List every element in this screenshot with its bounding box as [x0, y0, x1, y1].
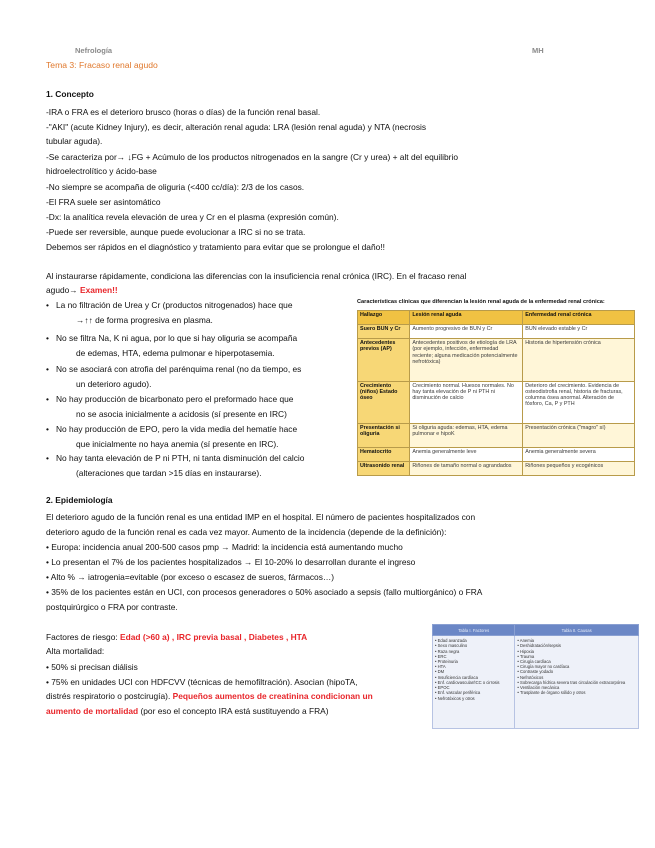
bullet-icon: • [46, 394, 49, 404]
table-header: Tabla I. Factores [433, 625, 515, 636]
epi-line: • Europa: incidencia anual 200-500 casos pmp → Madrid: la incidencia está aumentando mucho [46, 542, 403, 552]
table-row: Suero BUN y Cr Aumento progresivo de BUN y Cr BUN elevado estable y Cr [358, 325, 635, 339]
concept-line: -"AKI" (acute Kidney Injury), es decir, alteración renal aguda: LRA (lesión renal aguda) y NTA (necrosis [46, 122, 427, 132]
epi-line: • Lo presentan el 7% de los pacientes hospitalizados → El 10-20% lo desarrollan durante el ingreso [46, 557, 416, 567]
table2-col2: • Anemia • Deshidratación/sepsis • Hipoxia • Trauma • Cirugía cardíaca • Cirugía mayor no cardíaca • Contraste yodado • Nefrotóxicos • Sobrecarga hídrica severa tras circulación extracorpórea • Ventilación mecánica • Trasplante de órgano sólido y otros [515, 636, 639, 729]
comparison-table [357, 310, 635, 476]
topic-title: Tema 3: Fracaso renal agudo [46, 60, 158, 70]
creatinine-highlight: Pequeños aumentos de creatinina condicionan un [172, 691, 373, 701]
table-header: Lesión renal aguda [410, 311, 523, 325]
table-row: Antecedentes previos (AP) Antecedentes positivos de etiología de LRA (por ejemplo, infección, enfermedad reciente; alguna medicación potencialmente nefrotóxica) Historia de hipertensión crónica [358, 339, 635, 382]
table-row: Crecimiento (niños) Estado óseo Crecimiento normal. Huesos normales. No hay tanta elevación de P ni PTH ni disminución de calcio Deterioro del crecimiento. Evidencia de osteodistrofia renal, historia de fracturas, columna ósea anormal. Alteración de fósforo, Ca, P y PTH [358, 381, 635, 424]
epi-line: postquirúrgico o FRA por contraste. [46, 602, 178, 612]
concept-line: -No siempre se acompaña de oliguria (<400 cc/día): 2/3 de los casos. [46, 182, 305, 192]
intro-line [46, 284, 118, 296]
epi-line: • 35% de los pacientes están en UCI, con procesos generadores o 50% asociado a sepsis (fallo multiorgánico) o FRA [46, 587, 483, 597]
risk-factors: Factores de riesgo: Edad (>60 a) , IRC previa basal , Diabetes , HTA [46, 632, 308, 642]
concept-line: -Se caracteriza por→ ↓FG + Acúmulo de los productos nitrogenados en la sangre (Cr y urea) + alt del equilibrio [46, 152, 458, 162]
bullet-icon: • [46, 364, 49, 374]
epi-line: deterioro agudo de la función renal es cada vez mayor. Aumento de la incidencia (depende de la definición): [46, 527, 447, 537]
bullet-icon: • [46, 333, 49, 343]
table1-caption: Características clínicas que diferencian la lesión renal aguda de la enfermedad renal crónica: [357, 299, 605, 305]
mortality-line: aumento de mortalidad (por eso el concepto IRA está sustituyendo a FRA) [46, 706, 329, 716]
mortality-line: • 75% en unidades UCI con HDFCVV (técnicas de hemofiltración). Asocian (hipoTA, [46, 677, 358, 687]
epi-line: • Alto % → iatrogenia=evitable (por exceso o escasez de sueros, fármacos…) [46, 572, 335, 582]
concept-line: hidroelectrolítico y ácido-base [46, 166, 157, 176]
table-header: Enfermedad renal crónica [523, 311, 635, 325]
table-header: Hallazgo [358, 311, 410, 325]
intro-prefix: agudo→ [46, 285, 80, 295]
bullet-icon: • [46, 300, 49, 310]
mortality-line: distrés respiratorio o postcirugía). Pequeños aumentos de creatinina condicionan un [46, 691, 373, 701]
section1-title: 1. Concepto [46, 89, 94, 99]
header-initials: MH [532, 46, 544, 55]
table-row: Presentación si oliguria Si oliguria aguda: edemas, HTA, edema pulmonar e hipoK Presentación crónica ("magro" sí) [358, 424, 635, 448]
mortality-highlight: aumento de mortalidad [46, 706, 139, 716]
exam-highlight: Examen!! [80, 285, 118, 295]
table2-col1: • Edad avanzada • Sexo masculino • Raza negra • ERC • Proteinuria • HTA • DM • Insuficiencia cardíaca • Enf. cardiovascular/ICC o cirrosis • EPOC • Enf. vascular periférica • Nefrotóxicos y otros [433, 636, 515, 729]
risk-highlight: Edad (>60 a) , IRC previa basal , Diabetes , HTA [120, 632, 308, 642]
concept-line: Debemos ser rápidos en el diagnóstico y tratamiento para evitar que se prolongue el daño!! [46, 242, 385, 252]
table-row: Hematocrito Anemia generalmente leve Anemia generalmente severa [358, 447, 635, 461]
table-header: Tabla II. Causas [515, 625, 639, 636]
intro-line: Al instaurarse rápidamente, condiciona las diferencias con la insuficiencia renal crónica (IRC). En el fracaso renal [46, 271, 467, 281]
risk-causes-table [432, 624, 639, 729]
table-row [433, 636, 639, 729]
mortality-title: Alta mortalidad: [46, 646, 105, 656]
epi-line: El deterioro agudo de la función renal es una entidad IMP en el hospital. El número de pacientes hospitalizados con [46, 512, 476, 522]
bullet-icon: • [46, 424, 49, 434]
mortality-line: • 50% si precisan diálisis [46, 662, 138, 672]
section2-title: 2. Epidemiología [46, 495, 113, 505]
concept-line: -El FRA suele ser asintomático [46, 197, 161, 207]
concept-line: -Puede ser reversible, aunque puede evolucionar a IRC si no se trata. [46, 227, 306, 237]
table-row: Ultrasonido renal Riñones de tamaño normal o agrandados Riñones pequeños y ecogénicos [358, 461, 635, 475]
concept-line: -Dx: la analítica revela elevación de urea y Cr en el plasma (expresión común). [46, 212, 339, 222]
bullet-icon: • [46, 453, 49, 463]
document-page: Nefrología MH Tema 3: Fracaso renal agudo 1. Concepto -IRA o FRA es el deterioro brusco (horas o días) de la función renal basal. -"AKI" (acute Kidney Injury), es decir, alteración renal aguda: LRA (lesión renal aguda) y NTA (necrosis tubular aguda). -Se caracteriza por→ ↓FG + Acúmulo de los productos nitrogenados en la sangre (Cr y urea) + alt del equilibrio hidroelectrolítico y ácido-base -No siempre se acompaña de oliguria (<400 cc/día): 2/3 de los casos. -El FRA suele ser asintomático -Dx: la analítica revela elevación de urea y Cr en el plasma (expresión común). -Puede ser reversible, aunque puede evolucionar a IRC si no se trata. Debemos ser rápidos en el diagnóstico y tratamiento para evitar que se prolongue el daño!! Al instaurarse rápidamente, condiciona las diferencias con la insuficiencia renal crónica (IRC). En el fracaso renal agudo→ Examen!! • La no filtración de Urea y Cr (productos nitrogenados) hace que →↑↑ de forma progresiva en plasma. • No se filtra Na, K ni agua, por lo que si hay oliguria se acompaña de edemas, HTA, edema pulmonar e hiperpotasemia. • No se asociará con atrofia del parénquima renal (no da tiempo, es un deterioro agudo). • No hay producción de bicarbonato pero el preformado hace que no se asocia inicialmente a acidosis (sí presente en IRC) • No hay producción de EPO, pero la vida media del hematíe hace que inicialmente no haya anemia (sí presente en IRC). • No hay tanta elevación de P ni PTH, ni tanta disminución del calcio (alteraciones que tardan >15 días en instaurarse). Características clínicas que diferencian la lesión renal aguda de la enfermedad renal crónica: Hallazgo Lesión renal aguda Enfermedad renal crónica Suero BUN y Cr Aumento progresivo de BUN y Cr BUN elevado estable y Cr Antecedentes previos (AP) Antecedentes positivos de etiología de LRA (por ejemplo, infección, enfermedad reciente; alguna medicación potencialmente nefrotóxica) Historia de hipertensión crónica Crecimiento (niños) Estado óseo Crecimiento normal. Huesos normales. No hay tanta elevación de P ni PTH ni disminución de calcio Deterioro del crecimiento. Evidencia de osteodistrofia renal, historia de fracturas, columna ósea anormal. Alteración de fósforo, Ca, P y PTH Presentación si oliguria Si oliguria aguda: edemas, HTA, edema pulmonar e hipoK Presentación crónica ("magro" sí) Hematocrito Anemia generalmente leve Anemia generalmente severa Ultrasonido renal Riñones de tamaño normal o agrandados Riñones pequeños y ecogénicos 2. Epidemiología El deterioro agudo de la función renal es una entidad IMP en el hospital. El número de pacientes hospitalizados con deterioro agudo de la función renal es cada vez mayor. Aumento de la incidencia (depende de la definición): • Europa: incidencia anual 200-500 casos pmp → Madrid: la incidencia está aumentando mucho • Lo presentan el 7% de los pacientes hospitalizados → El 10-20% lo desarrollan durante el ingreso • Alto % → iatrogenia=evitable (por exceso o escasez de sueros, fármacos…) • 35% de los pacientes están en UCI, con procesos generadores o 50% asociado a sepsis (fallo multiorgánico) o FRA postquirúrgico o FRA por contraste. Factores de riesgo: Edad (>60 a) , IRC previa basal , Diabetes , HTA Alta mortalidad: • 50% si precisan diálisis • 75% en unidades UCI con HDFCVV (técnicas de hemofiltración). Asocian (hipoTA, distrés respiratorio o postcirugía). Pequeños aumentos de creatinina condicionan un aumento de mortalidad (por eso el concepto IRA está sustituyendo a FRA) Tabla I. Factores Tabla II. Causas • Edad avanzada • Sexo masculino • Raza negra • ERC • Proteinuria • HTA • DM • Insuficiencia cardíaca • Enf. cardiovascular/ICC o cirrosis • EPOC • Enf. vascular periférica • Nefrotóxicos y otros • Anemia • Deshidratación/sepsis • Hipoxia • Trauma • Cirugía cardíaca • Cirugía mayor no cardíaca • Contraste yodado • Nefrotóxicos • Sobrecarga hídrica severa tras circulación extracorpórea • Ventilación mecánica • Trasplante de órgano sólido y otros [0, 0, 655, 848]
concept-line: -IRA o FRA es el deterioro brusco (horas o días) de la función renal basal. [46, 107, 321, 117]
header-subject: Nefrología [75, 46, 113, 55]
concept-line: tubular aguda). [46, 136, 103, 146]
